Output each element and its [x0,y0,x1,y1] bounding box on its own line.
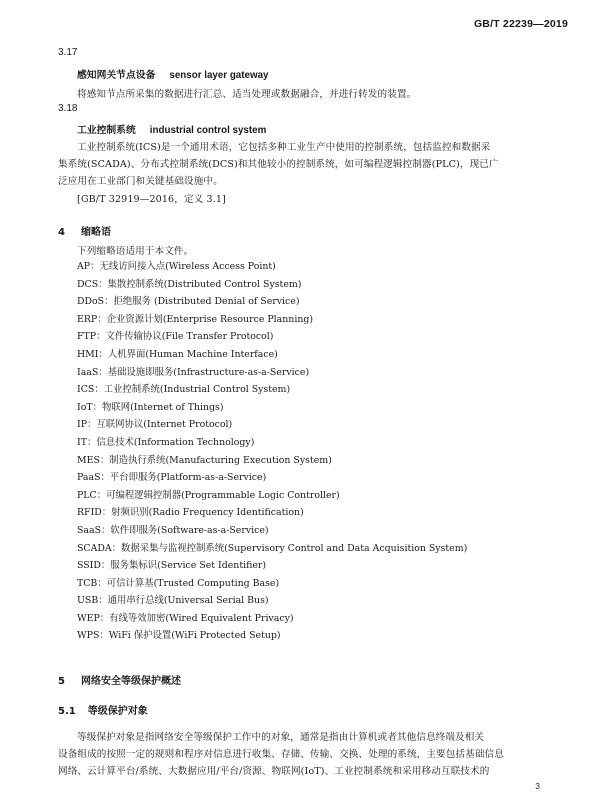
abbreviation-item: IaaS：基础设施即服务(Infrastructure-as-a-Service) [77,366,310,378]
abbreviation-item: RFID：射频识别(Radio Frequency Identification) [77,507,304,519]
abbreviation-item: FTP：文件传输协议(File Transfer Protocol) [77,331,274,343]
section-intro: 下列缩略语适用于本文件。 [77,246,194,257]
abbreviation-item: HMI：人机界面(Human Machine Interface) [77,348,278,360]
term-source: [GB/T 32919—2016，定义 3.1] [77,194,226,205]
term-title-cn: 工业控制系统 [77,125,136,136]
abbreviation-item: DDoS：拒绝服务 (Distributed Denial of Service) [77,296,300,308]
term-number: 3.18 [58,103,78,114]
term-title [77,67,269,81]
subsection-title: 等级保护对象 [87,706,148,717]
term-number: 3.17 [58,47,78,58]
abbreviation-item: PLC：可编程逻辑控制器(Programmable Logic Controller) [77,489,340,501]
abbreviation-item: SCADA：数据采集与监视控制系统(Supervisory Control and Data Acquisition System) [77,542,468,554]
term-title-cn: 感知网关节点设备 [77,70,156,81]
term-definition-line: 集系统(SCADA)、分布式控制系统(DCS)和其他较小的控制系统，如可编程逻辑控制器(PLC)，现已广 [58,159,499,170]
abbreviation-item: IP：互联网协议(Internet Protocol) [77,419,233,431]
section-heading [58,223,111,238]
paragraph-line: 等级保护对象是指网络安全等级保护工作中的对象，通常是指由计算机或者其他信息终端及相关 [77,732,485,743]
term-title-en: industrial control system [149,125,267,136]
term-definition-line: 泛应用在工业部门和关键基础设施中。 [58,176,223,187]
term-definition-line: 工业控制系统(ICS)是一个通用术语，它包括多种工业生产中使用的控制系统，包括监控和数据采 [77,142,491,153]
abbreviation-list [77,258,467,645]
abbreviation-item: SaaS：软件即服务(Software-as-a-Service) [77,524,269,536]
section-heading [58,672,181,687]
abbreviation-item: MES：制造执行系统(Manufacturing Execution System) [77,454,332,466]
term-title-en: sensor layer gateway [169,70,269,81]
section-title: 网络安全等级保护概述 [80,676,181,687]
abbreviation-item: IT：信息技术(Information Technology) [77,436,255,448]
abbreviation-item: DCS：集散控制系统(Distributed Control System) [77,278,302,290]
term-definition-line: 将感知节点所采集的数据进行汇总、适当处理或数据融合，并进行转发的装置。 [77,89,417,100]
section-title: 缩略语 [80,227,111,238]
abbreviation-item: IoT：物联网(Internet of Things) [77,401,224,413]
section-number: 5 [58,676,65,687]
abbreviation-item: PaaS：平台即服务(Platform-as-a-Service) [77,472,267,484]
term-title [77,122,266,136]
paragraph-line: 设备组成的按照一定的规则和程序对信息进行收集、存储、传输、交换、处理的系统，主要包括基础信息 [58,749,504,760]
abbreviation-item: SSID：服务集标识(Service Set Identifier) [77,560,267,572]
page-number: 3 [535,781,540,791]
abbreviation-item: WEP：有线等效加密(Wired Equivalent Privacy) [77,612,294,624]
abbreviation-item: WPS：WiFi 保护设置(WiFi Protected Setup) [77,630,281,642]
abbreviation-item: ICS：工业控制系统(Industrial Control System) [77,384,291,396]
abbreviation-item: TCB：可信计算基(Trusted Computing Base) [77,577,280,589]
standard-code-header: GB/T 22239—2019 [473,18,568,30]
abbreviation-item: AP：无线访问接入点(Wireless Access Point) [77,261,276,272]
abbreviation-item: USB：通用串行总线(Universal Serial Bus) [77,595,269,607]
paragraph-line: 网络、云计算平台/系统、大数据应用/平台/资源、物联网(IoT)、工业控制系统和采用移动互联技术的 [58,766,490,777]
section-number: 4 [58,227,65,238]
subsection-heading [58,702,148,717]
subsection-number: 5.1 [58,706,76,717]
abbreviation-item: ERP：企业资源计划(Enterprise Resource Planning) [77,313,314,325]
